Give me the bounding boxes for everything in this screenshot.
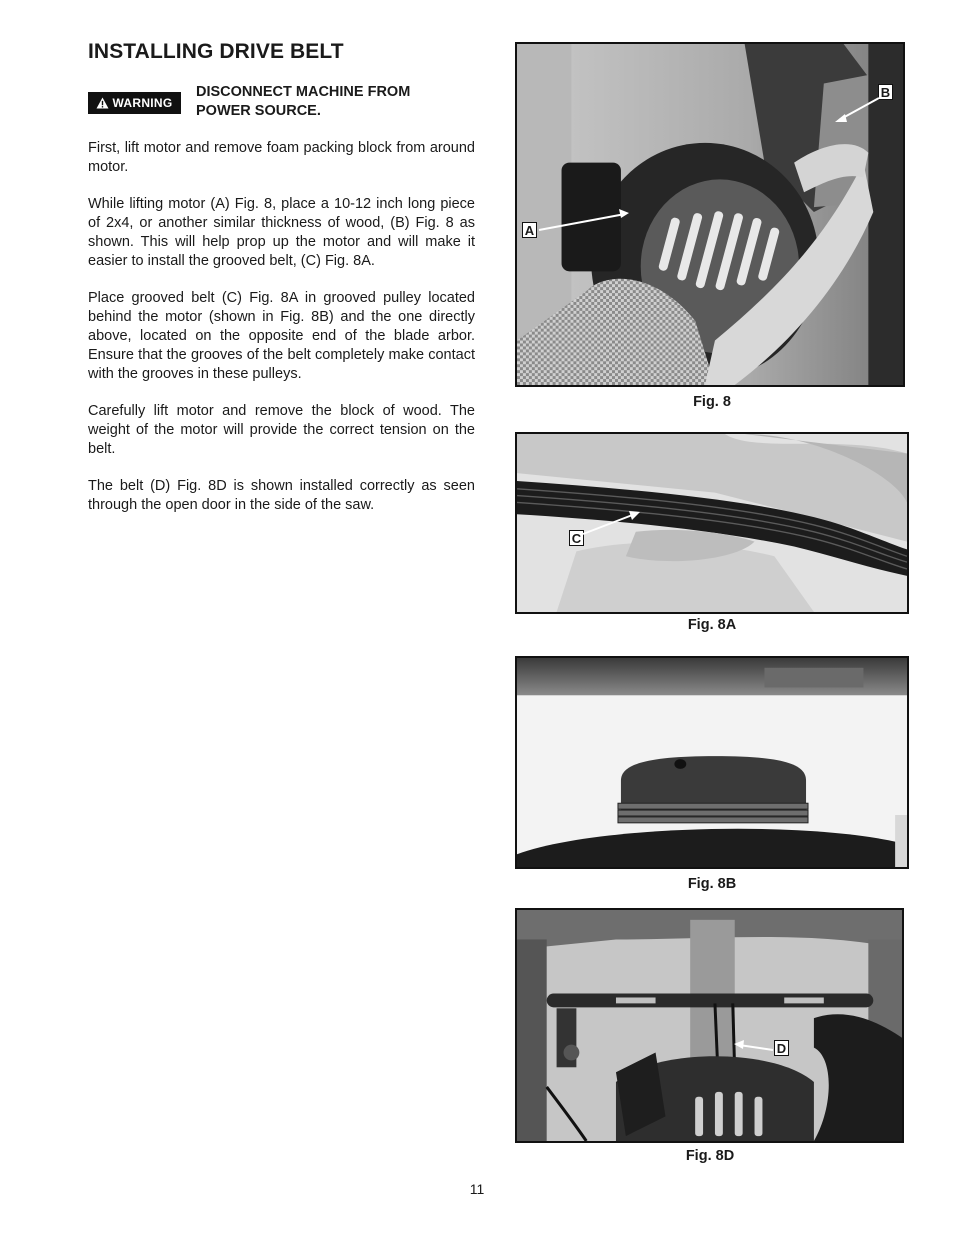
fig-8b-caption: Fig. 8B	[687, 876, 737, 892]
callout-d: D	[774, 1040, 789, 1056]
warning-message: DISCONNECT MACHINE FROM POWER SOURCE.	[196, 84, 411, 119]
paragraph: First, lift motor and remove foam packing block from around motor.	[88, 140, 475, 175]
fig-8-photo	[515, 42, 905, 387]
fig-8d-caption: Fig. 8D	[685, 1148, 735, 1164]
callout-a: A	[522, 222, 537, 238]
paragraph: Place grooved belt (C) Fig. 8A in grooved pulley located behind the motor (shown in Fig. 8B) and the one directly above, located on the opposite end of the blade arbor. Ensure that the grooves of the belt completely make contact with the grooves in these pulleys.	[88, 290, 475, 382]
warning-badge-label: WARNING	[112, 96, 173, 110]
callout-c: C	[569, 530, 584, 546]
callout-arrow-c	[517, 434, 909, 614]
callout-b: B	[878, 84, 893, 100]
callout-arrow-d	[517, 910, 904, 1143]
fig-8-caption: Fig. 8	[693, 394, 731, 410]
paragraph: While lifting motor (A) Fig. 8, place a 10-12 inch long piece of 2x4, or another similar thickness of wood, (B) Fig. 8 as shown. This will help prop up the motor and will make it easier to install the grooved belt, (C) Fig. 8A.	[88, 196, 475, 269]
fig-8a-caption: Fig. 8A	[687, 617, 737, 633]
paragraph: The belt (D) Fig. 8D is shown installed correctly as seen through the open door in the side of the saw.	[88, 478, 475, 514]
section-title: INSTALLING DRIVE BELT	[88, 40, 344, 63]
fig-8a-photo	[515, 432, 909, 614]
page-number: 11	[469, 1181, 485, 1197]
callout-arrows	[517, 44, 905, 387]
fig-8d-photo	[515, 908, 904, 1143]
pulley-photo	[517, 658, 907, 867]
warning-triangle-icon	[96, 97, 109, 109]
paragraph: Carefully lift motor and remove the block of wood. The weight of the motor will provide the correct tension on the belt.	[88, 403, 475, 457]
instructions	[88, 139, 475, 534]
warning-badge	[88, 92, 181, 114]
fig-8b-photo	[515, 656, 909, 869]
